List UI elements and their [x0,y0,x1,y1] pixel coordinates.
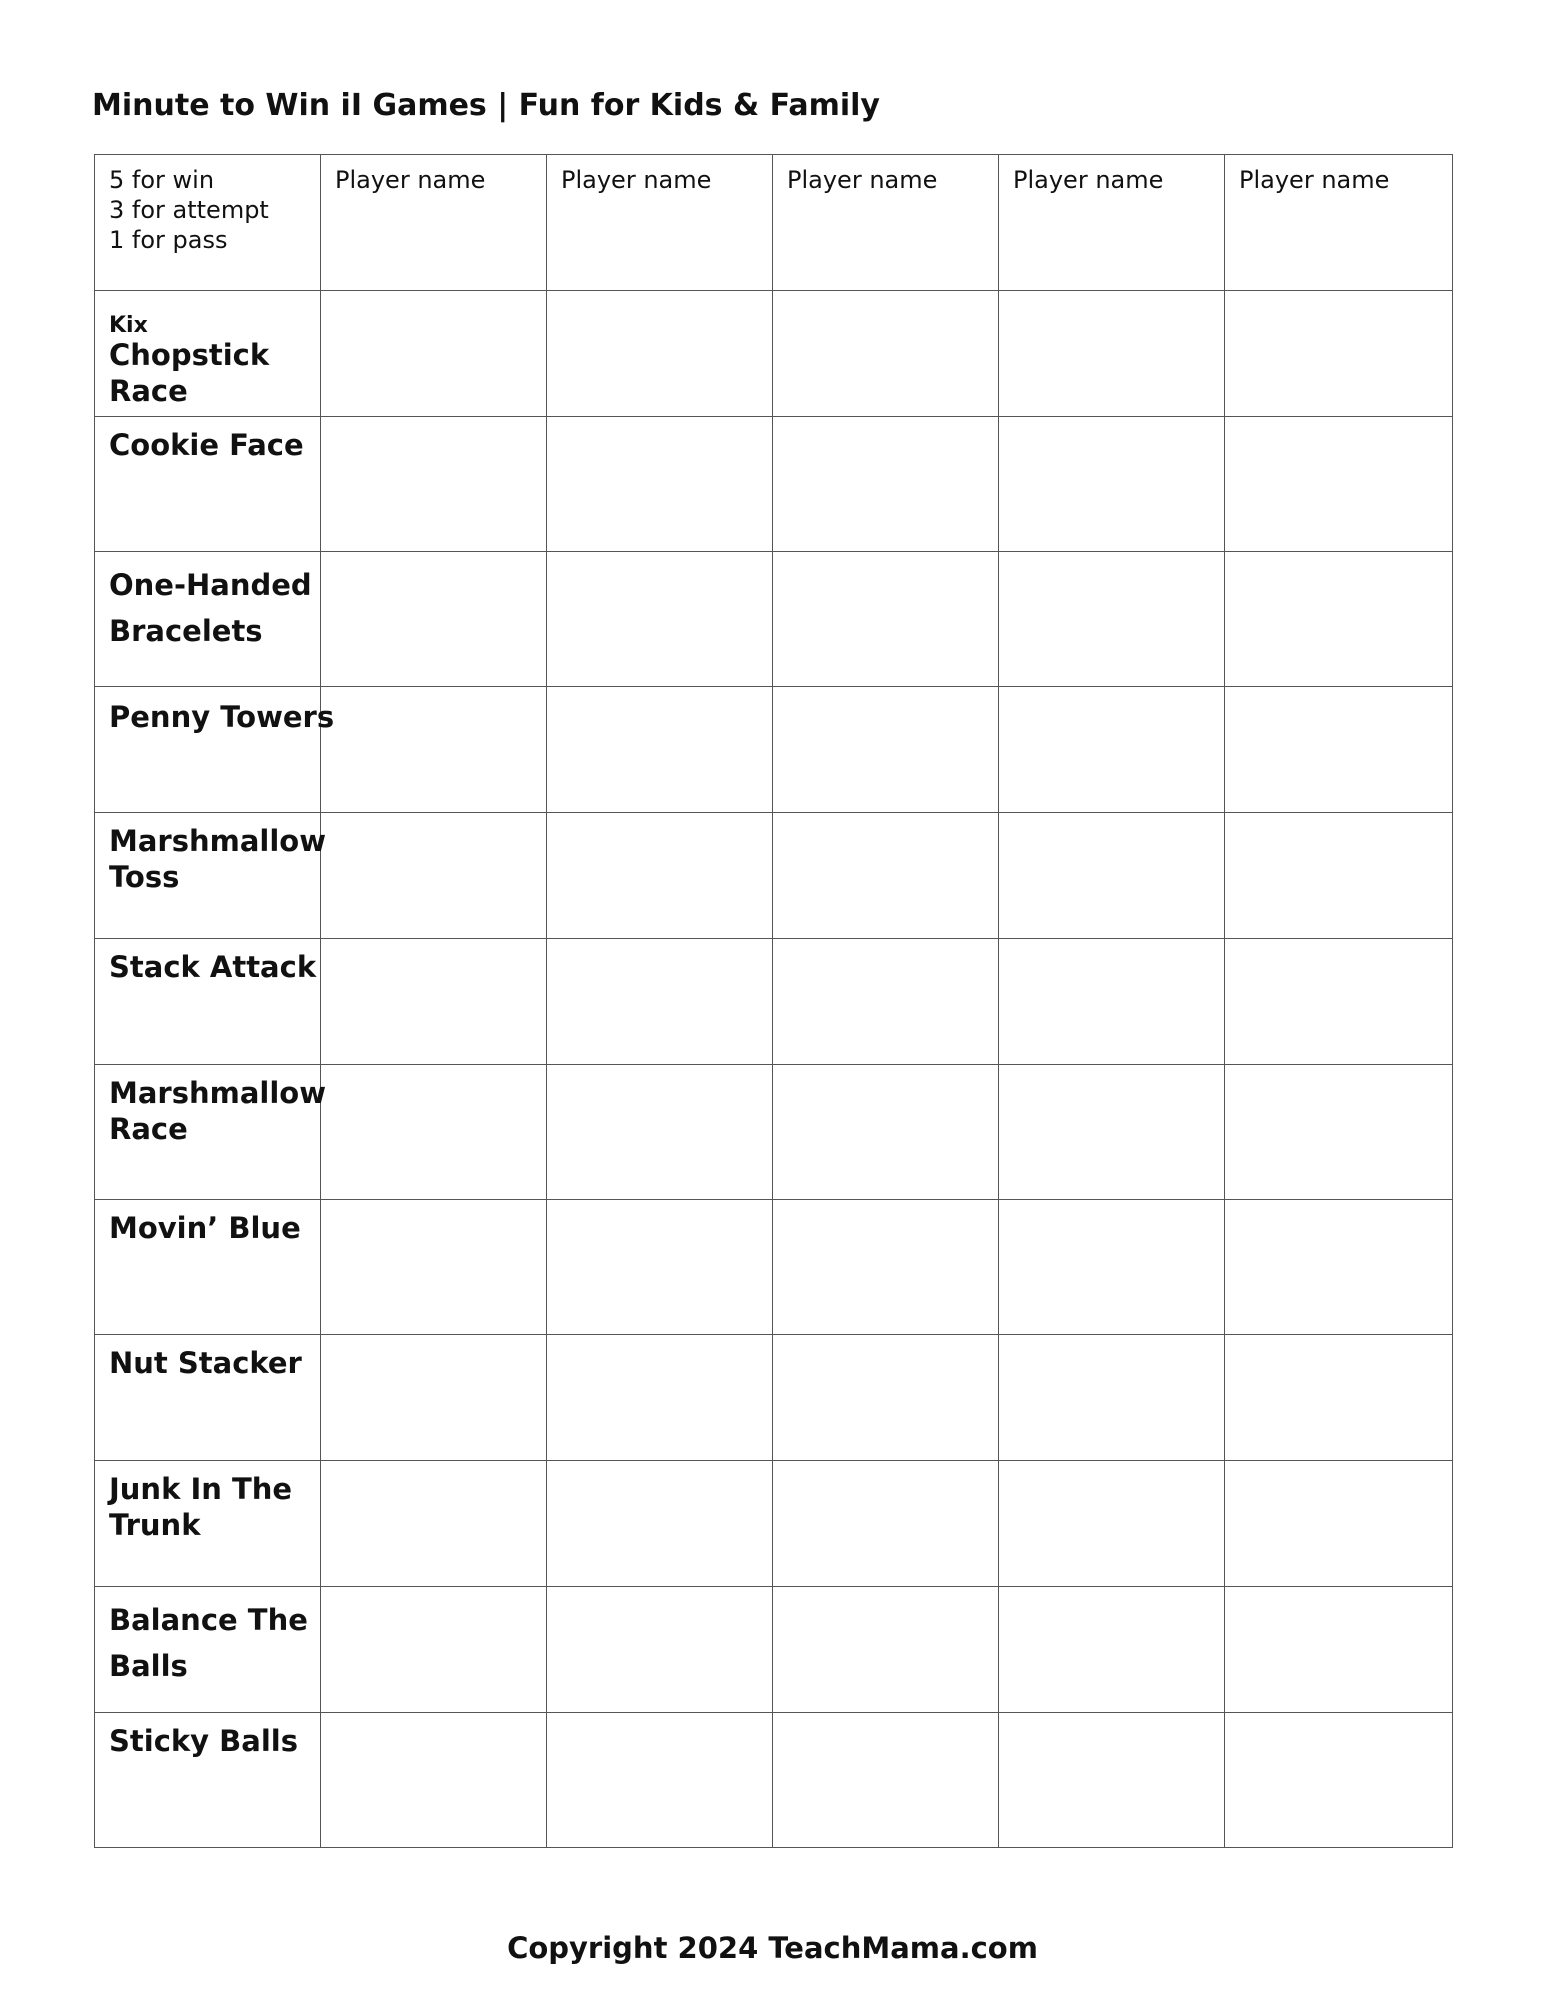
score-cell[interactable] [999,1200,1225,1335]
game-row [95,552,1453,687]
score-cell[interactable] [321,813,547,939]
game-label: Kix Chopstick Race [95,291,321,417]
game-label: Stack Attack [95,939,321,1065]
score-cell[interactable] [773,1713,999,1848]
scoring-pass: 1 for pass [109,226,228,254]
game-row [95,1461,1453,1587]
score-cell[interactable] [999,1713,1225,1848]
header-row [95,155,1453,291]
score-cell[interactable] [1225,813,1453,939]
score-cell[interactable] [773,552,999,687]
score-cell[interactable] [321,291,547,417]
score-cell[interactable] [321,1587,547,1713]
game-row [95,687,1453,813]
score-cell[interactable] [773,939,999,1065]
score-cell[interactable] [999,1335,1225,1461]
game-label: Sticky Balls [95,1713,321,1848]
score-cell[interactable] [1225,552,1453,687]
game-row [95,417,1453,552]
score-cell[interactable] [321,1200,547,1335]
game-prefix: Kix [109,313,148,338]
score-cell[interactable] [773,687,999,813]
score-cell[interactable] [999,813,1225,939]
page-title: Minute to Win iI Games | Fun for Kids & Family [92,88,880,123]
score-cell[interactable] [321,687,547,813]
game-row [95,1587,1453,1713]
score-cell[interactable] [321,1335,547,1461]
player-name-header-3[interactable]: Player name [773,155,999,291]
game-label: Penny Towers [95,687,321,813]
score-table [94,154,1453,1848]
score-cell[interactable] [999,291,1225,417]
score-cell[interactable] [321,1713,547,1848]
player-name-header-1[interactable]: Player name [321,155,547,291]
game-row [95,1065,1453,1200]
score-cell[interactable] [999,1587,1225,1713]
score-cell[interactable] [773,1200,999,1335]
score-cell[interactable] [1225,1065,1453,1200]
player-name-header-2[interactable]: Player name [547,155,773,291]
player-name-header-5[interactable]: Player name [1225,155,1453,291]
score-cell[interactable] [1225,1200,1453,1335]
game-row [95,1335,1453,1461]
score-cell[interactable] [999,417,1225,552]
score-cell[interactable] [321,1065,547,1200]
game-label: Marshmallow Toss [95,813,321,939]
player-name-header-4[interactable]: Player name [999,155,1225,291]
score-cell[interactable] [999,1461,1225,1587]
score-cell[interactable] [321,552,547,687]
game-label: Marshmallow Race [95,1065,321,1200]
game-row [95,291,1453,417]
game-label: Nut Stacker [95,1335,321,1461]
copyright-footer: Copyright 2024 TeachMama.com [507,1931,1038,1965]
score-cell[interactable] [547,813,773,939]
score-cell[interactable] [1225,1335,1453,1461]
score-cell[interactable] [773,1065,999,1200]
score-cell[interactable] [321,939,547,1065]
score-cell[interactable] [547,552,773,687]
score-cell[interactable] [999,939,1225,1065]
game-label: Cookie Face [95,417,321,552]
score-cell[interactable] [1225,687,1453,813]
score-cell[interactable] [321,1461,547,1587]
scoring-win: 5 for win [109,166,215,194]
score-cell[interactable] [1225,1587,1453,1713]
score-cell[interactable] [773,1335,999,1461]
score-cell[interactable] [547,1335,773,1461]
score-cell[interactable] [773,1587,999,1713]
score-cell[interactable] [999,687,1225,813]
score-cell[interactable] [1225,1461,1453,1587]
score-cell[interactable] [547,1587,773,1713]
game-row [95,1713,1453,1848]
score-cell[interactable] [999,1065,1225,1200]
score-cell[interactable] [1225,291,1453,417]
game-label: One-Handed Bracelets [95,552,321,687]
scoring-legend [95,155,321,291]
game-row [95,813,1453,939]
score-cell[interactable] [547,1461,773,1587]
game-row [95,939,1453,1065]
game-row [95,1200,1453,1335]
score-cell[interactable] [547,1713,773,1848]
score-cell[interactable] [321,417,547,552]
score-cell[interactable] [1225,939,1453,1065]
score-cell[interactable] [1225,1713,1453,1848]
score-cell[interactable] [547,291,773,417]
score-cell[interactable] [547,1065,773,1200]
game-label: Movin’ Blue [95,1200,321,1335]
score-cell[interactable] [773,417,999,552]
score-cell[interactable] [1225,417,1453,552]
score-cell[interactable] [547,417,773,552]
score-cell[interactable] [547,1200,773,1335]
score-cell[interactable] [547,687,773,813]
game-label: Balance The Balls [95,1587,321,1713]
score-cell[interactable] [773,291,999,417]
score-cell[interactable] [773,1461,999,1587]
score-cell[interactable] [773,813,999,939]
game-label: Junk In The Trunk [95,1461,321,1587]
scoring-attempt: 3 for attempt [109,196,269,224]
score-cell[interactable] [547,939,773,1065]
score-cell[interactable] [999,552,1225,687]
